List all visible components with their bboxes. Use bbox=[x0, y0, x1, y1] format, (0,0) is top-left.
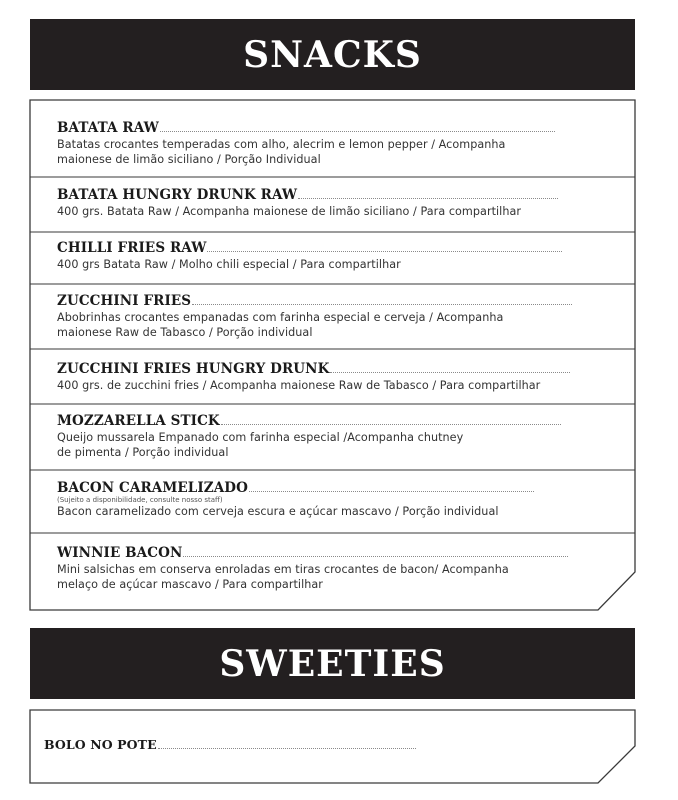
item-name: BOLO NO POTE bbox=[44, 737, 157, 752]
item-description: Queijo mussarela Empanado com farinha especial /Acompanha chutney de pimenta / Porção individual bbox=[57, 431, 464, 459]
item-description: Bacon caramelizado com cerveja escura e açúcar mascavo / Porção individual bbox=[57, 505, 499, 518]
item-description: 400 grs. Batata Raw / Acompanha maionese de limão siciliano / Para compartilhar bbox=[57, 205, 522, 218]
sweeties-title: SWEETIES bbox=[219, 642, 446, 685]
menu-item bbox=[57, 187, 617, 219]
menu-item bbox=[57, 293, 617, 340]
item-description: 400 grs Batata Raw / Molho chili especial / Para compartilhar bbox=[57, 258, 401, 271]
dot-leader bbox=[192, 294, 572, 305]
menu-item bbox=[57, 480, 617, 519]
sweeties-header bbox=[30, 628, 635, 699]
item-name: BATATA HUNGRY DRUNK RAW bbox=[57, 187, 298, 203]
item-description: Batatas crocantes temperadas com alho, alecrim e lemon pepper / Acompanha maionese de limão siciliano / Porção Individual bbox=[57, 138, 506, 166]
item-name: WINNIE BACON bbox=[57, 545, 183, 561]
dot-leader bbox=[183, 546, 568, 557]
item-description: Mini salsichas em conserva enroladas em tiras crocantes de bacon/ Acompanha melaço de açúcar mascavo / Para compartilhar bbox=[57, 563, 509, 591]
snacks-title: SNACKS bbox=[243, 33, 422, 76]
menu-item bbox=[57, 240, 617, 272]
item-note: (Sujeito a disponibilidade, consulte nosso staff) bbox=[57, 496, 223, 504]
menu-item bbox=[57, 120, 617, 167]
item-name: ZUCCHINI FRIES HUNGRY DRUNK bbox=[57, 361, 330, 377]
item-name: BACON CARAMELIZADO bbox=[57, 480, 248, 496]
item-description: Abobrinhas crocantes empanadas com farinha especial e cerveja / Acompanha maionese Raw de Tabasco / Porção individual bbox=[57, 311, 504, 339]
item-name: CHILLI FRIES RAW bbox=[57, 240, 207, 256]
menu-item bbox=[44, 737, 416, 754]
item-description: 400 grs. de zucchini fries / Acompanha maionese Raw de Tabasco / Para compartilhar bbox=[57, 379, 541, 392]
dot-leader bbox=[207, 241, 562, 252]
dot-leader bbox=[298, 188, 558, 199]
dot-leader bbox=[249, 481, 534, 492]
item-name: ZUCCHINI FRIES bbox=[57, 293, 192, 309]
menu-item bbox=[57, 361, 617, 393]
menu-item bbox=[57, 413, 617, 460]
menu-item bbox=[57, 545, 617, 592]
dot-leader bbox=[221, 414, 561, 425]
item-name: BATATA RAW bbox=[57, 120, 159, 136]
dot-leader bbox=[158, 738, 416, 749]
dot-leader bbox=[330, 362, 570, 373]
item-name: MOZZARELLA STICK bbox=[57, 413, 220, 429]
dot-leader bbox=[160, 121, 555, 132]
